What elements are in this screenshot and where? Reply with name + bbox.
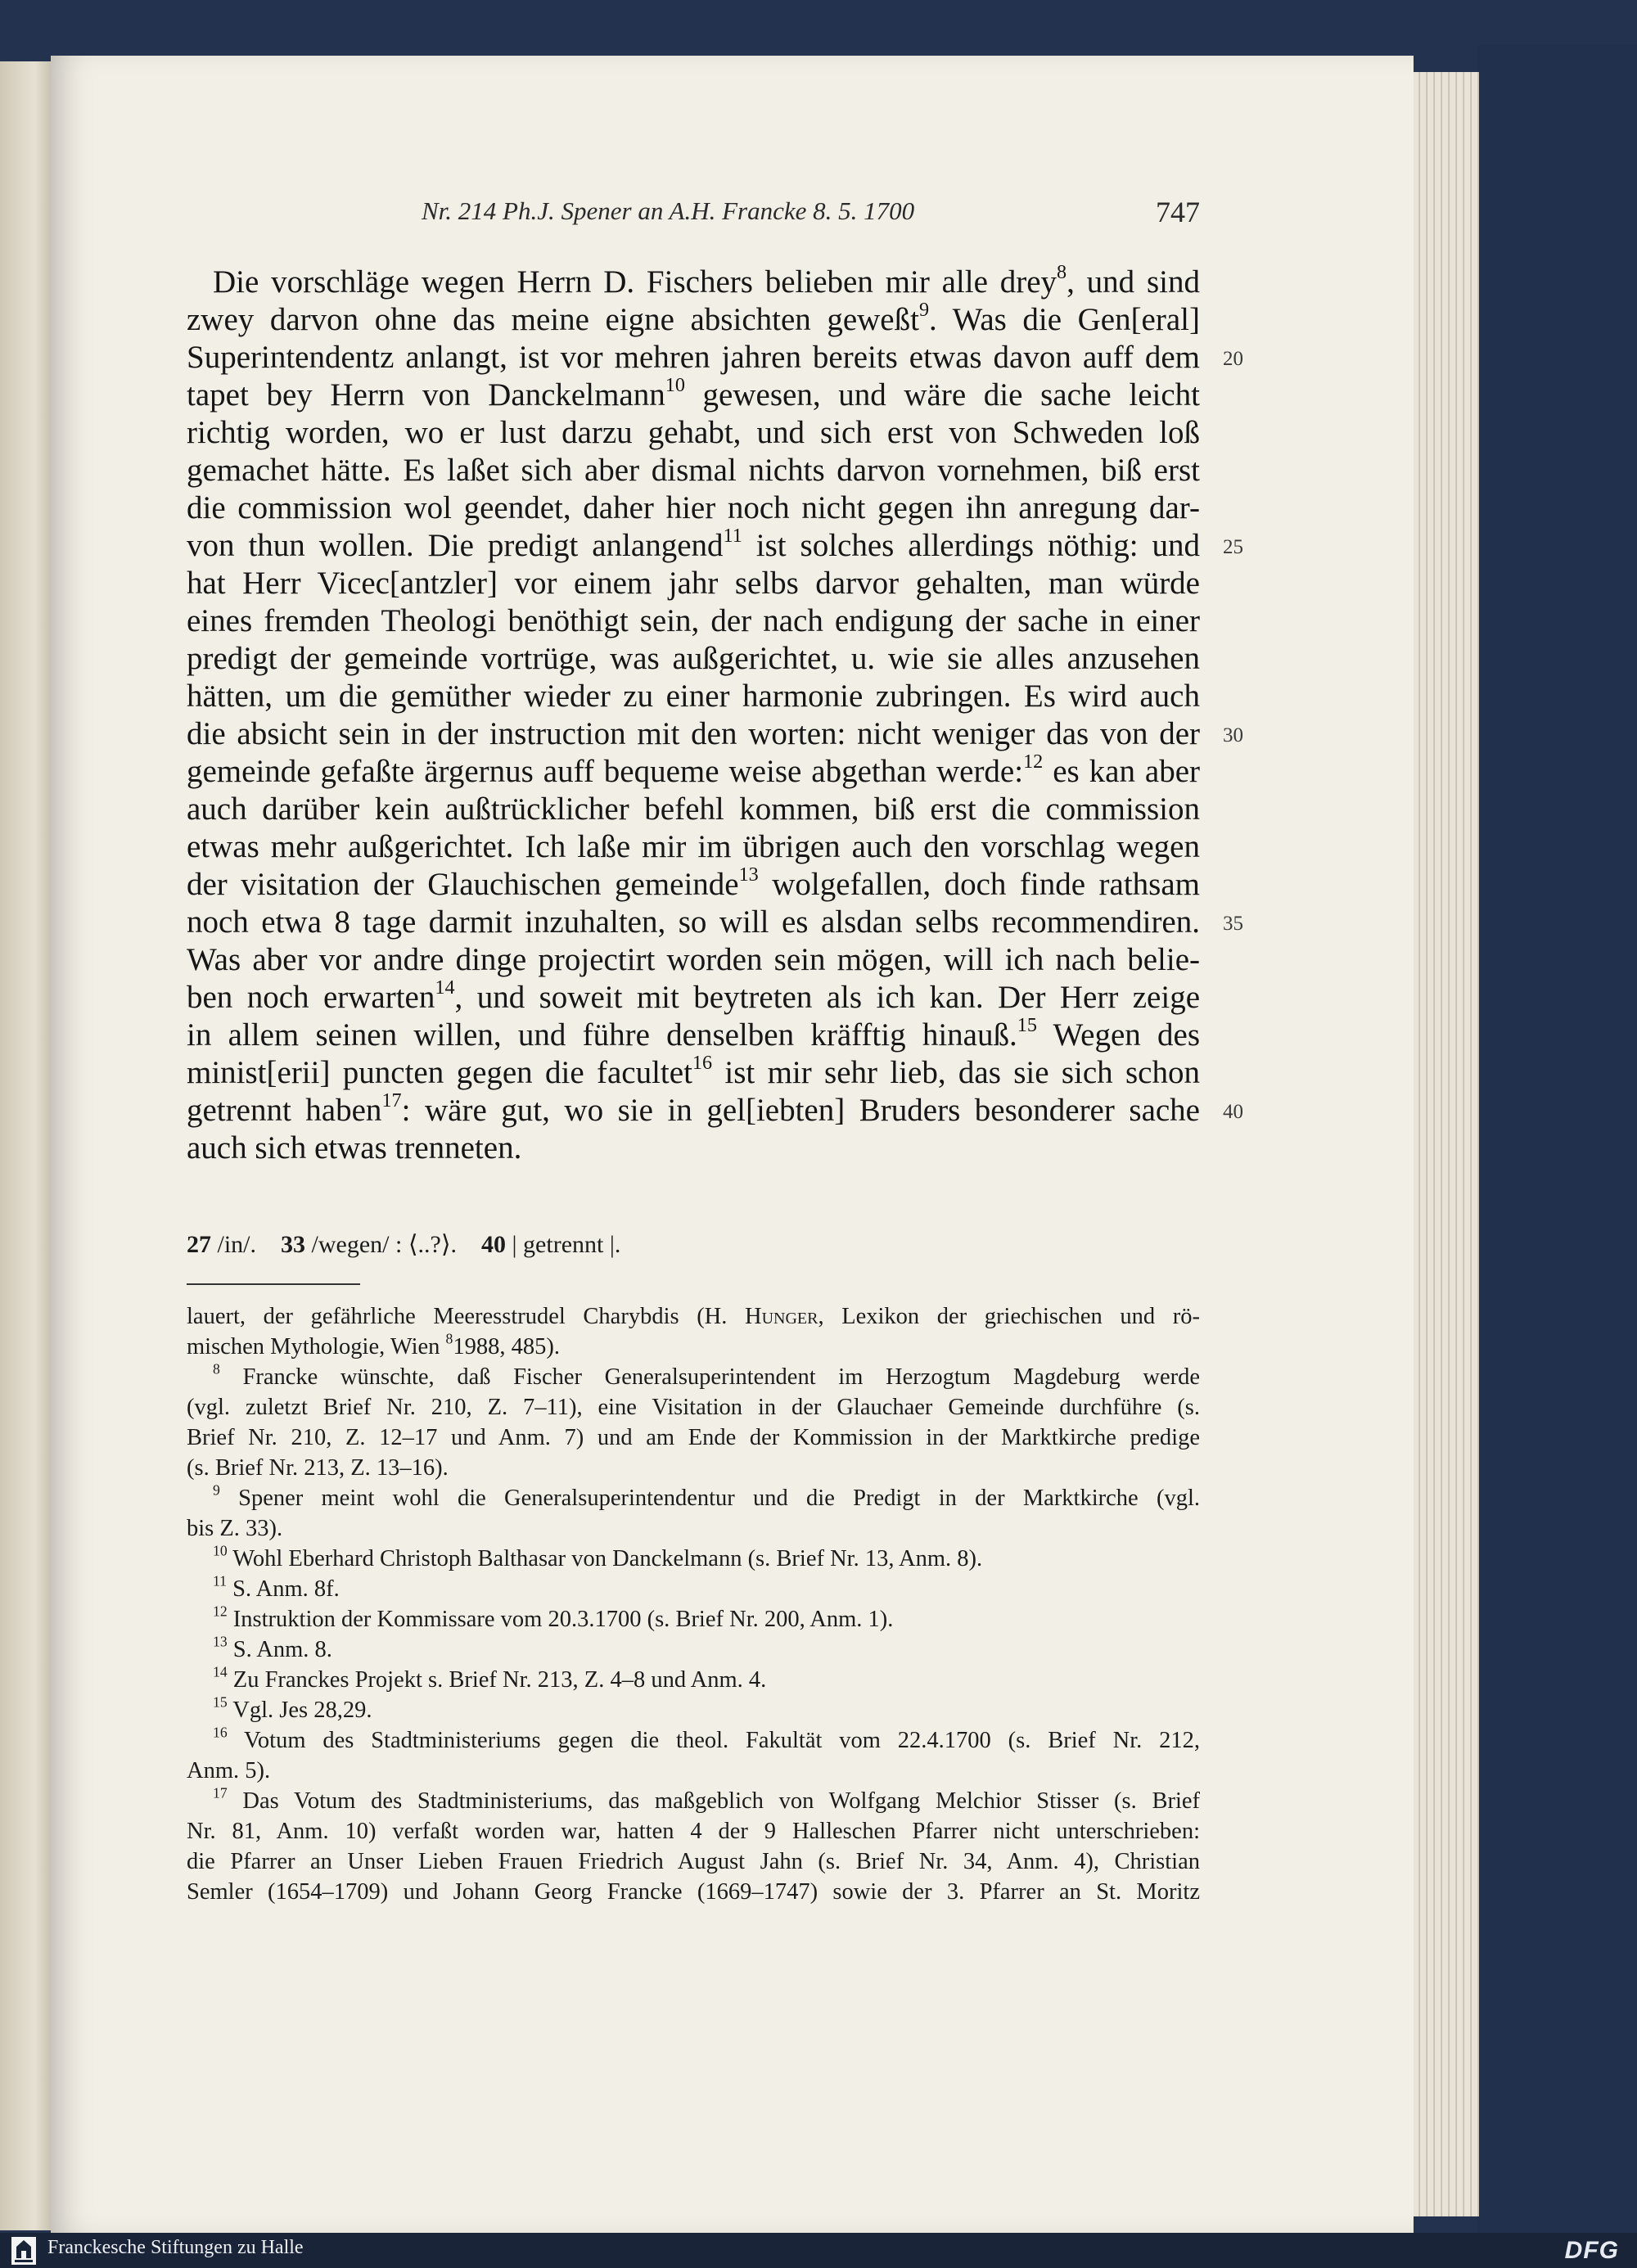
line-number: 25 <box>1223 536 1243 558</box>
footnote-line: Nr. 81, Anm. 10) verfaßt worden war, hatten 4 der 9 Halleschen Pfarrer nicht unterschrieben: <box>187 1819 1200 1844</box>
apparatus-note: /wegen/ : ⟨..?⟩. <box>305 1231 458 1258</box>
running-head: Nr. 214 Ph.J. Spener an A.H. Francke 8. 5. 1700 <box>422 196 915 225</box>
footnote-line: $^9$ Spener meint wohl die Generalsuperintendentur und die Predigt in der Marktkirche (vgl. <box>213 1481 1200 1511</box>
footnote-line: $^{11}$ S. Anm. 8f. <box>213 1572 340 1602</box>
foundation-label: Franckesche Stiftungen zu Halle <box>47 2237 304 2258</box>
footnote-line: $^{14}$ Zu Franckes Projekt s. Brief Nr. 213, Z. 4–8 und Anm. 4. <box>213 1663 767 1693</box>
footnote-line: (vgl. zuletzt Brief Nr. 210, Z. 7–11), eine Visitation in der Glauchaer Gemeinde durchführe (s. <box>187 1395 1200 1420</box>
footnote-line: mischen Mythologie, Wien $^8$1988, 485). <box>187 1330 560 1359</box>
body-line: etwas mehr außgerichtet. Ich laße mir im übrigen auch den vorschlag wegen <box>187 829 1200 864</box>
footnote-rule <box>187 1283 360 1285</box>
body-line: in allem seinen willen, und führe denselben kräfftig hinauß.$^{15}$ Wegen des <box>187 1014 1201 1053</box>
footnote-line: $^{16}$ Votum des Stadtministeriums gegen die theol. Fakultät vom 22.4.1700 (s. Brief Nr. 212, <box>213 1724 1200 1753</box>
body-line: richtig worden, wo er lust darzu gehabt, und sich erst von Schweden loß <box>187 415 1200 450</box>
line-number: 30 <box>1223 724 1243 746</box>
page-stack-edges <box>1414 72 1479 2216</box>
body-line: der visitation der Glauchischen gemeinde$^{13}$ wolgefallen, doch finde rathsam <box>187 863 1200 902</box>
body-line: Was aber vor andre dinge projectirt worden sein mögen, will ich nach belie- <box>187 942 1200 977</box>
dfg-logo: DFG <box>1564 2237 1619 2264</box>
body-line: minist[erii] puncten gegen die facultet$^{16}$ ist mir sehr lieb, das sie sich schon <box>187 1052 1200 1090</box>
body-line: zwey darvon ohne das meine eigne absichten geweßt$^9$. Was die Gen[eral] <box>187 299 1200 337</box>
footnote-line: lauert, der gefährliche Meeresstrudel Charybdis (H. Hunger, Lexikon der griechischen und rö- <box>187 1304 1200 1329</box>
body-line: gemachet hätte. Es laßet sich aber dismal nichts darvon vornehmen, biß erst <box>187 453 1200 488</box>
footnote-line: $^{15}$ Vgl. Jes 28,29. <box>213 1693 372 1723</box>
footnote-line: $^{12}$ Instruktion der Kommissare vom 20.3.1700 (s. Brief Nr. 200, Anm. 1). <box>213 1603 894 1632</box>
body-line: hat Herr Vicec[antzler] vor einem jahr selbs darvor gehalten, man würde <box>187 566 1200 601</box>
body-line: eines fremden Theologi benöthigt sein, der nach endigung der sache in einer <box>187 603 1200 638</box>
footnote-line: $^8$ Francke wünschte, daß Fischer Generalsuperintendent im Herzogtum Magdeburg werde <box>213 1360 1200 1390</box>
body-line: noch etwa 8 tage darmit inzuhalten, so will es alsdan selbs recommendiren. <box>187 904 1200 940</box>
body-line: ben noch erwarten$^{14}$, und soweit mit beytreten als ich kan. Der Herr zeige <box>187 976 1201 1015</box>
line-number: 20 <box>1223 348 1243 370</box>
apparatus-line-ref: 27 <box>187 1231 211 1258</box>
footnote-line: die Pfarrer an Unser Lieben Frauen Friedrich August Jahn (s. Brief Nr. 34, Anm. 4), Christian <box>187 1849 1200 1874</box>
body-line: getrennt haben$^{17}$: wäre gut, wo sie in gel[iebten] Bruders besonderer sache <box>187 1089 1200 1128</box>
footnote-line: (s. Brief Nr. 213, Z. 13–16). <box>187 1455 449 1481</box>
apparatus-note: /in/. <box>211 1231 257 1258</box>
footnote-line: Brief Nr. 210, Z. 12–17 und Anm. 7) und am Ende der Kommission in der Marktkirche predige <box>187 1425 1200 1450</box>
footnote-line: Anm. 5). <box>187 1758 271 1783</box>
body-line: hätten, um die gemüther wieder zu einer harmonie zubringen. Es wird auch <box>187 679 1200 714</box>
footnote-line: bis Z. 33). <box>187 1516 283 1541</box>
footnote-line: $^{17}$ Das Votum des Stadtministeriums, das maßgeblich von Wolfgang Melchior Stisser (s. Brief <box>213 1784 1200 1814</box>
footnote-line: Semler (1654–1709) und Johann Georg Francke (1669–1747) sowie der 3. Pfarrer an St. Moritz <box>187 1879 1200 1905</box>
apparatus-line-ref: 40 <box>481 1231 507 1258</box>
facing-page-edge <box>0 61 57 2230</box>
line-number: 35 <box>1223 913 1243 935</box>
body-line: die absicht sein in der instruction mit den worten: nicht weniger das von der <box>187 716 1200 751</box>
body-line: die commission wol geendet, daher hier noch nicht gegen ihn anregung dar- <box>187 490 1200 525</box>
body-line: Die vorschläge wegen Herrn D. Fischers belieben mir alle drey$^8$, und sind <box>213 261 1200 300</box>
body-line: Superintendentz anlangt, ist vor mehren jahren bereits etwas davon auff dem <box>187 340 1200 375</box>
body-line: gemeinde gefaßte ärgernus auff bequeme weise abgethan werde:$^{12}$ es kan aber <box>187 751 1201 789</box>
body-line: tapet bey Herrn von Danckelmann$^{10}$ gewesen, und wäre die sache leicht <box>187 374 1200 413</box>
page-number: 747 <box>1156 196 1200 228</box>
footnote-line: $^{13}$ S. Anm. 8. <box>213 1633 332 1662</box>
footnote-line: $^{10}$ Wohl Eberhard Christoph Balthasar von Danckelmann (s. Brief Nr. 13, Anm. 8). <box>213 1542 983 1571</box>
apparatus-line-ref: 33 <box>281 1231 306 1258</box>
critical-apparatus <box>187 1230 620 1259</box>
body-line: predigt der gemeinde vortrüge, was außgerichtet, u. wie sie alles anzusehen <box>187 641 1200 676</box>
apparatus-note: | getrennt |. <box>506 1231 621 1258</box>
foundation-logo-icon <box>11 2237 36 2265</box>
line-number: 40 <box>1223 1101 1243 1123</box>
book-cover-edge <box>1477 45 1637 2255</box>
body-line: auch darüber kein außtrücklicher befehl kommen, biß erst die commission <box>187 791 1200 827</box>
body-line: auch sich etwas trenneten. <box>187 1130 522 1166</box>
body-line: von thun wollen. Die predigt anlangend$^{11}$ ist solches allerdings nöthig: und <box>187 525 1200 563</box>
